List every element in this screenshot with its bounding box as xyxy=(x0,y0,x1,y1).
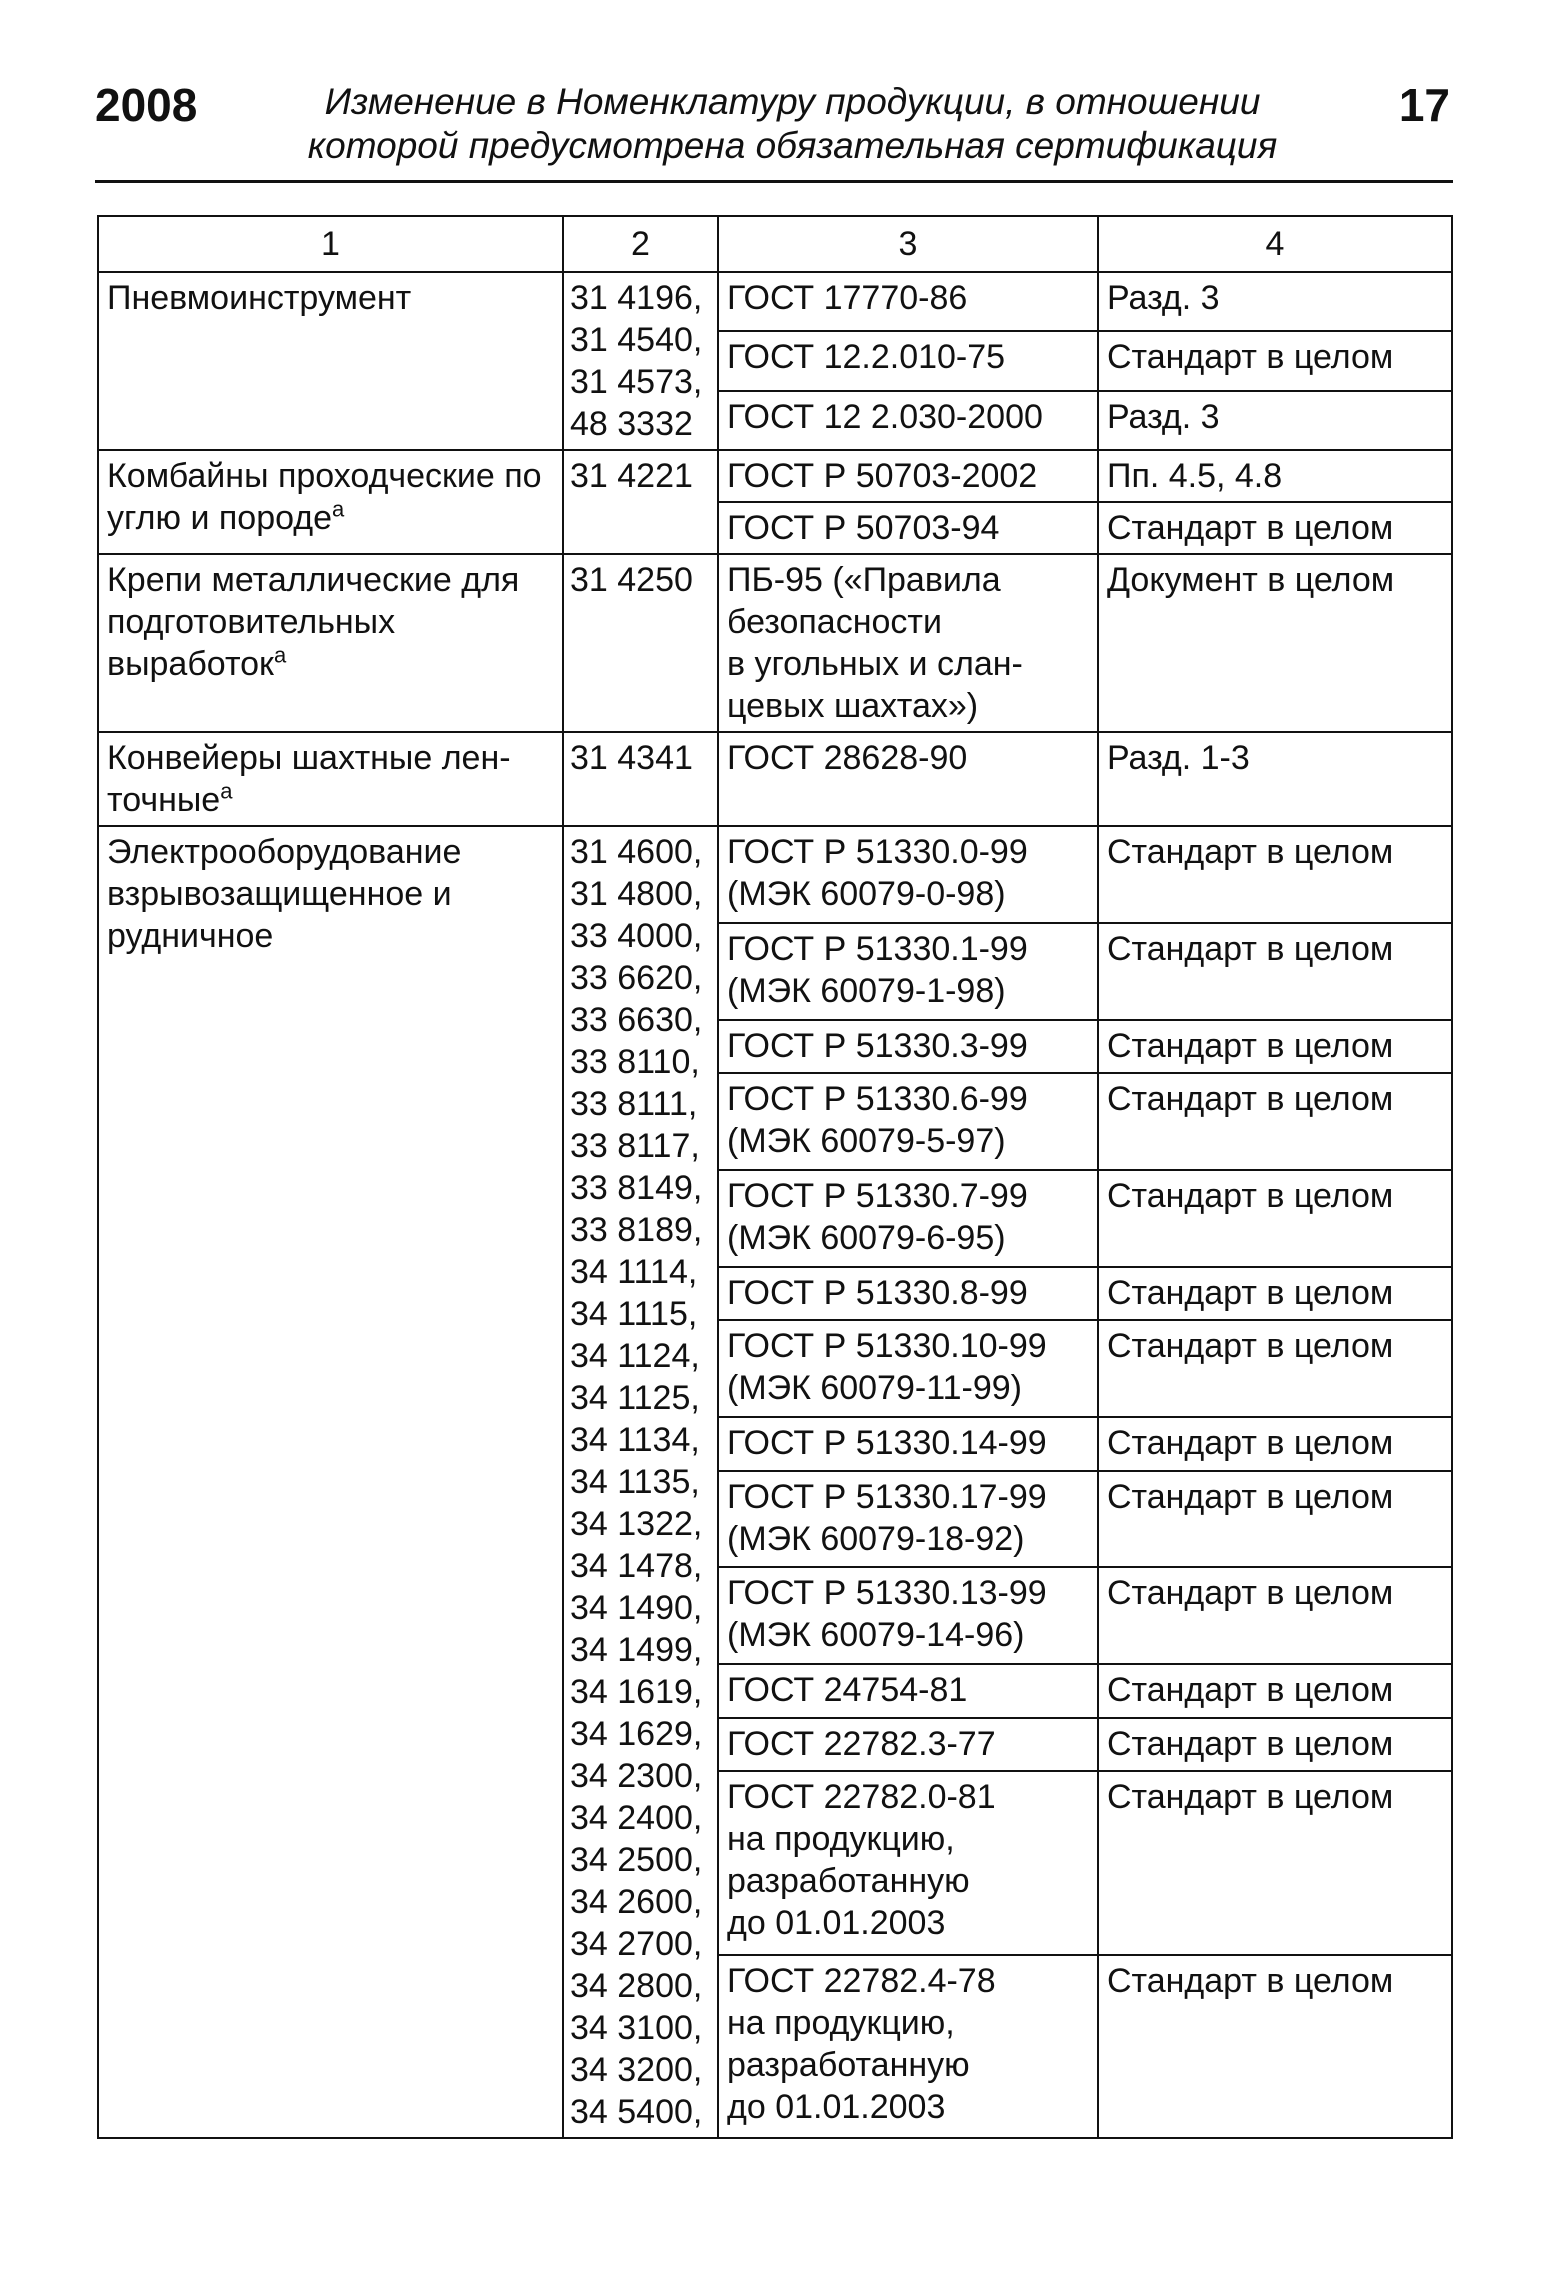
footnote-mark: а xyxy=(220,778,233,804)
standard-cell: ГОСТ Р 51330.17-99 (МЭК 60079-18-92) xyxy=(718,1471,1098,1568)
standard-cell: ГОСТ 12.2.010-75 xyxy=(718,331,1098,390)
standard-cell: ГОСТ Р 51330.0-99 (МЭК 60079-0-98) xyxy=(718,826,1098,923)
product-name: Комбайны проходческие по углю и породе xyxy=(107,457,542,537)
header-title xyxy=(255,80,1330,168)
product-name-cell xyxy=(98,732,563,826)
product-name-cell xyxy=(98,450,563,554)
okp-codes-cell: 31 4341 xyxy=(563,732,718,826)
okp-codes-cell: 31 4221 xyxy=(563,450,718,554)
scope-cell: Стандарт в целом xyxy=(1098,1020,1452,1074)
header-title-line1: Изменение в Номенклатуру продукции, в отношении xyxy=(324,81,1261,122)
okp-codes-cell: 31 4600, 31 4800, 33 4000, 33 6620, 33 6630, 33 8110, 33 8111, 33 8117, 33 8149, 33 8189, 34 1114, 34 1115, 34 1124, 34 1125, 34 1134, 34 1135, 34 1322, 34 1478, 34 1490, 34 1499, 34 1619, 34 1629, 34 2300, 34 2400, 34 2500, 34 2600, 34 2700, 34 2800, 34 3100, 34 3200, 34 5400, xyxy=(563,826,718,2138)
scope-cell: Стандарт в целом xyxy=(1098,1718,1452,1772)
scope-cell: Стандарт в целом xyxy=(1098,1771,1452,1954)
product-name-cell xyxy=(98,272,563,450)
standard-cell: ГОСТ Р 50703-94 xyxy=(718,502,1098,554)
standard-cell: ГОСТ Р 51330.1-99 (МЭК 60079-1-98) xyxy=(718,923,1098,1020)
product-name: Крепи металлические для подготовительных выработок xyxy=(107,561,520,683)
standard-cell: ГОСТ 24754-81 xyxy=(718,1664,1098,1718)
standard-cell: ГОСТ 22782.0-81 на продукцию, разработанную до 01.01.2003 xyxy=(718,1771,1098,1954)
scope-cell: Стандарт в целом xyxy=(1098,1073,1452,1170)
header-title-line2: которой предусмотрена обязательная сертификация xyxy=(307,125,1278,166)
standard-cell: ГОСТ Р 51330.14-99 xyxy=(718,1417,1098,1471)
standard-cell: ГОСТ 22782.3-77 xyxy=(718,1718,1098,1772)
product-name: Конвейеры шахтные лен-точные xyxy=(107,739,511,819)
header-rule xyxy=(95,180,1453,183)
table-row xyxy=(98,450,1452,502)
product-name: Пневмоинструмент xyxy=(107,279,412,317)
table-row xyxy=(98,826,1452,923)
scope-cell: Стандарт в целом xyxy=(1098,923,1452,1020)
column-header: 4 xyxy=(1098,216,1452,272)
table-header-row xyxy=(98,216,1452,272)
scope-cell: Стандарт в целом xyxy=(1098,1471,1452,1568)
certification-table-wrapper xyxy=(97,215,1451,2165)
okp-codes-cell: 31 4196, 31 4540, 31 4573, 48 3332 xyxy=(563,272,718,450)
table-row xyxy=(98,554,1452,732)
table-body xyxy=(98,272,1452,2138)
column-header: 2 xyxy=(563,216,718,272)
standard-cell: ГОСТ 22782.4-78 на продукцию, разработанную до 01.01.2003 xyxy=(718,1955,1098,2138)
scope-cell: Стандарт в целом xyxy=(1098,1170,1452,1267)
okp-codes-cell: 31 4250 xyxy=(563,554,718,732)
standard-cell: ГОСТ 12 2.030-2000 xyxy=(718,391,1098,450)
standard-cell: ПБ-95 («Правила безопасности в угольных и слан- цевых шахтах») xyxy=(718,554,1098,732)
scope-cell: Стандарт в целом xyxy=(1098,1320,1452,1417)
scope-cell: Стандарт в целом xyxy=(1098,502,1452,554)
scope-cell: Стандарт в целом xyxy=(1098,1567,1452,1664)
scope-cell: Разд. 3 xyxy=(1098,272,1452,331)
scope-cell: Пп. 4.5, 4.8 xyxy=(1098,450,1452,502)
product-name-cell xyxy=(98,554,563,732)
table-row xyxy=(98,732,1452,826)
page-number: 17 xyxy=(1398,79,1450,131)
product-name: Электрооборудование взрывозащищенное и рудничное xyxy=(107,833,462,955)
scope-cell: Стандарт в целом xyxy=(1098,1267,1452,1321)
scope-cell: Стандарт в целом xyxy=(1098,1955,1452,2138)
table-row xyxy=(98,272,1452,331)
standard-cell: ГОСТ Р 51330.6-99 (МЭК 60079-5-97) xyxy=(718,1073,1098,1170)
certification-table xyxy=(97,215,1453,2139)
standard-cell: ГОСТ Р 51330.7-99 (МЭК 60079-6-95) xyxy=(718,1170,1098,1267)
column-header: 3 xyxy=(718,216,1098,272)
scope-cell: Разд. 1-3 xyxy=(1098,732,1452,826)
standard-cell: ГОСТ Р 51330.3-99 xyxy=(718,1020,1098,1074)
scope-cell: Разд. 3 xyxy=(1098,391,1452,450)
page-header xyxy=(95,70,1450,180)
scope-cell: Стандарт в целом xyxy=(1098,826,1452,923)
scope-cell: Стандарт в целом xyxy=(1098,1664,1452,1718)
standard-cell: ГОСТ 17770-86 xyxy=(718,272,1098,331)
product-name-cell xyxy=(98,826,563,2138)
scope-cell: Стандарт в целом xyxy=(1098,331,1452,390)
column-header: 1 xyxy=(98,216,563,272)
scope-cell: Стандарт в целом xyxy=(1098,1417,1452,1471)
standard-cell: ГОСТ Р 50703-2002 xyxy=(718,450,1098,502)
standard-cell: ГОСТ Р 51330.13-99 (МЭК 60079-14-96) xyxy=(718,1567,1098,1664)
scope-cell: Документ в целом xyxy=(1098,554,1452,732)
footnote-mark: а xyxy=(273,642,287,668)
standard-cell: ГОСТ Р 51330.10-99 (МЭК 60079-11-99) xyxy=(718,1320,1098,1417)
header-year: 2008 xyxy=(95,79,198,131)
standard-cell: ГОСТ Р 51330.8-99 xyxy=(718,1267,1098,1321)
footnote-mark: а xyxy=(332,496,345,522)
standard-cell: ГОСТ 28628-90 xyxy=(718,732,1098,826)
